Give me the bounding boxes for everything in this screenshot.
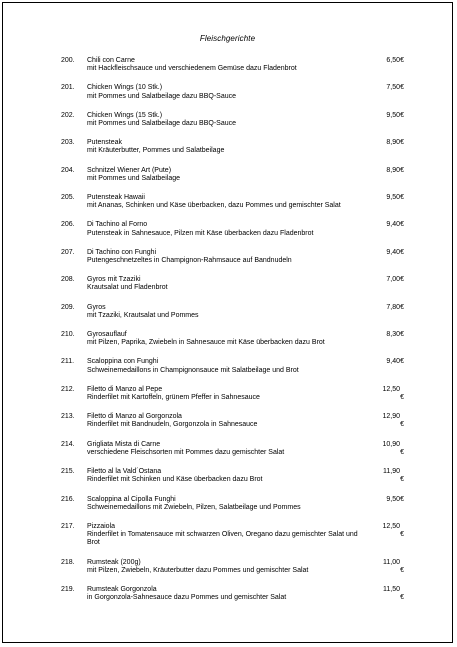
menu-item (61, 112, 409, 128)
item-price (362, 111, 404, 120)
item-price (362, 303, 404, 312)
price-value: 8,30 (386, 331, 400, 339)
item-description: mit Kräuterbutter, Pommes und Salatbeilage (87, 147, 225, 155)
menu-item (61, 221, 409, 237)
item-name: Di Tachino con Funghi (87, 248, 157, 256)
currency-symbol: € (400, 194, 404, 202)
item-price (362, 84, 404, 92)
item-number: 202. (61, 111, 75, 119)
item-description: mit Hackfleischsauce und verschiedenem Gemüse dazu Fladenbrot (87, 65, 297, 73)
item-number: 209. (61, 303, 75, 311)
item-name: Filetto di Manzo al Pepe (87, 385, 163, 393)
item-price (362, 331, 404, 339)
item-description: mit Pilzen, Zwiebeln, Kräuterbutter dazu Pommes und gemischter Salat (87, 566, 309, 574)
item-number: 207. (61, 248, 75, 256)
item-text (87, 112, 362, 128)
item-name: Scaloppina con Funghi (87, 358, 159, 366)
price-value: 10,90 (382, 440, 400, 448)
menu-item (61, 586, 409, 602)
item-number: 211. (61, 358, 75, 366)
item-number: 217. (61, 522, 75, 530)
item-description: Rinderfilet mit Schinken und Käse überbacken dazu Brot (87, 476, 263, 484)
menu-item (61, 496, 409, 512)
item-text (87, 221, 362, 237)
currency-symbol: € (400, 594, 404, 602)
item-description: Schweinemedaillons mit Zwiebeln, Pilzen, Salatbeilage und Pommes (87, 503, 301, 511)
currency-symbol: € (400, 394, 404, 402)
item-number: 208. (61, 276, 75, 284)
price-value: 6,50 (386, 57, 400, 64)
item-price (362, 385, 404, 402)
price-value: 7,80 (386, 303, 400, 311)
currency-symbol: € (400, 84, 404, 92)
menu-item (61, 441, 409, 457)
item-price (362, 558, 404, 574)
currency-symbol: € (400, 166, 404, 174)
item-text (87, 331, 362, 347)
item-description: Putengeschnetzeltes in Champignon-Rahmsauce auf Bandnudeln (87, 257, 292, 265)
item-description: mit Pilzen, Paprika, Zwiebeln in Sahnesauce mit Käse überbacken dazu Brot (87, 339, 325, 347)
menu-item (61, 57, 409, 73)
item-name: Rumsteak (200g) (87, 558, 141, 566)
item-name: Putensteak (87, 139, 123, 147)
menu-list (61, 57, 409, 613)
currency-symbol: € (400, 495, 404, 503)
currency-symbol: € (400, 358, 404, 366)
item-number: 206. (61, 221, 75, 229)
item-number: 200. (61, 57, 75, 64)
item-text (87, 559, 362, 575)
menu-item (61, 468, 409, 484)
item-name: Filetto di Manzo al Gorgonzola (87, 413, 182, 421)
menu-item (61, 413, 409, 429)
item-description: in Gorgonzola-Sahnesauce dazu Pommes und gemischter Salat (87, 594, 287, 602)
currency-symbol: € (400, 248, 404, 256)
menu-item (61, 331, 409, 347)
item-price (362, 495, 404, 504)
item-number: 210. (61, 331, 75, 339)
item-description: mit Tzaziki, Krautsalat und Pommes (87, 311, 199, 319)
item-text (87, 139, 362, 155)
menu-item (61, 276, 409, 292)
item-text (87, 586, 362, 602)
menu-item (61, 304, 409, 320)
item-number: 212. (61, 385, 75, 393)
item-name: Di Tachino al Forno (87, 221, 148, 229)
currency-symbol: € (400, 139, 404, 147)
item-price (362, 166, 404, 175)
menu-item (61, 167, 409, 183)
currency-symbol: € (400, 476, 404, 484)
menu-item (61, 523, 409, 548)
item-name: Scaloppina al Cipolla Funghi (87, 495, 176, 503)
item-price (362, 139, 404, 147)
item-name: Filetto al la Vald´Ostana (87, 468, 162, 476)
item-number: 216. (61, 495, 75, 503)
item-number: 205. (61, 194, 75, 202)
item-price (362, 248, 404, 257)
item-number: 214. (61, 440, 75, 448)
price-value: 7,00 (386, 276, 400, 284)
currency-symbol: € (400, 448, 404, 456)
item-name: Chicken Wings (10 Stk.) (87, 84, 163, 92)
item-text (87, 194, 362, 210)
price-value: 12,50 (382, 385, 400, 393)
price-value: 9,40 (386, 358, 400, 366)
item-name: Pizzaiola (87, 522, 116, 530)
item-number: 213. (61, 413, 75, 421)
menu-item (61, 249, 409, 265)
price-value: 9,50 (386, 194, 400, 202)
menu-item (61, 84, 409, 100)
item-text (87, 249, 362, 265)
menu-item (61, 139, 409, 155)
item-description: Krautsalat und Fladenbrot (87, 284, 168, 292)
currency-symbol: € (400, 303, 404, 311)
item-text (87, 358, 362, 374)
item-description: mit Ananas, Schinken und Käse überbacken, dazu Pommes und gemischter Salat (87, 202, 341, 210)
item-name: Gyros (87, 303, 106, 311)
item-description: Rinderfilet in Tomatensauce mit schwarzen Oliven, Oregano dazu gemischter Salat und Brot (87, 531, 358, 547)
price-value: 11,90 (383, 468, 400, 476)
menu-item (61, 386, 409, 402)
item-number: 215. (61, 468, 75, 476)
item-price (362, 522, 404, 539)
currency-symbol: € (400, 57, 404, 64)
item-description: Rinderfilet mit Bandnudeln, Gorgonzola in Sahnesauce (87, 421, 258, 429)
item-price (362, 221, 404, 229)
item-text (87, 84, 362, 100)
currency-symbol: € (400, 566, 404, 574)
price-value: 11,00 (383, 558, 400, 566)
price-value: 9,50 (386, 111, 400, 119)
price-value: 8,90 (386, 139, 400, 147)
item-price (362, 468, 404, 484)
currency-symbol: € (400, 111, 404, 119)
item-name: Putensteak Hawaii (87, 194, 145, 202)
item-text (87, 276, 362, 292)
currency-symbol: € (400, 531, 404, 539)
item-name: Chili con Carne (87, 57, 135, 64)
item-text (87, 413, 362, 429)
menu-page (2, 2, 453, 643)
item-name: Schnitzel Wiener Art (Pute) (87, 166, 172, 174)
item-price (362, 413, 404, 429)
item-name: Rumsteak Gorgonzola (87, 585, 157, 593)
item-price (362, 276, 404, 284)
item-description: Schweinemedaillons in Champignonsauce mit Salatbeilage und Brot (87, 366, 299, 374)
item-number: 204. (61, 166, 75, 174)
menu-item (61, 559, 409, 575)
price-value: 12,90 (382, 413, 400, 421)
currency-symbol: € (400, 331, 404, 339)
item-price (362, 57, 404, 65)
item-name: Grigliata Mista di Carne (87, 440, 161, 448)
item-description: mit Pommes und Salatbeilage dazu BBQ-Sauce (87, 120, 237, 128)
menu-item (61, 358, 409, 374)
item-text (87, 386, 362, 402)
item-text (87, 441, 362, 457)
price-value: 9,40 (386, 248, 400, 256)
currency-symbol: € (400, 421, 404, 429)
currency-symbol: € (400, 221, 404, 229)
item-text (87, 167, 362, 183)
item-name: Gyros mit Tzaziki (87, 276, 141, 284)
item-description: verschiedene Fleischsorten mit Pommes dazu gemischter Salat (87, 448, 285, 456)
item-text (87, 468, 362, 484)
item-description: Putensteak in Sahnesauce, Pilzen mit Käse überbacken dazu Fladenbrot (87, 229, 314, 237)
price-value: 7,50 (386, 84, 400, 92)
item-number: 219. (61, 585, 75, 593)
item-description: mit Pommes und Salatbeilage (87, 174, 180, 182)
item-text (87, 523, 362, 548)
item-description: mit Pommes und Salatbeilage dazu BBQ-Sauce (87, 92, 237, 100)
item-price (362, 358, 404, 366)
item-text (87, 304, 362, 320)
item-price (362, 585, 404, 602)
item-description: Rinderfilet mit Kartoffeln, grünem Pfeffer in Sahnesauce (87, 394, 260, 402)
menu-item (61, 194, 409, 210)
item-number: 201. (61, 84, 75, 92)
item-name: Chicken Wings (15 Stk.) (87, 111, 163, 119)
item-name: Gyrosauflauf (87, 331, 127, 339)
price-value: 12,50 (382, 522, 400, 530)
item-text (87, 57, 362, 73)
item-number: 203. (61, 139, 75, 147)
item-number: 218. (61, 558, 75, 566)
item-text (87, 496, 362, 512)
price-value: 8,90 (386, 166, 400, 174)
section-title: Fleischgerichte (199, 34, 256, 43)
currency-symbol: € (400, 276, 404, 284)
price-value: 9,50 (386, 495, 400, 503)
item-price (362, 194, 404, 202)
price-value: 9,40 (386, 221, 400, 229)
item-price (362, 440, 404, 456)
price-value: 11,50 (383, 585, 400, 593)
